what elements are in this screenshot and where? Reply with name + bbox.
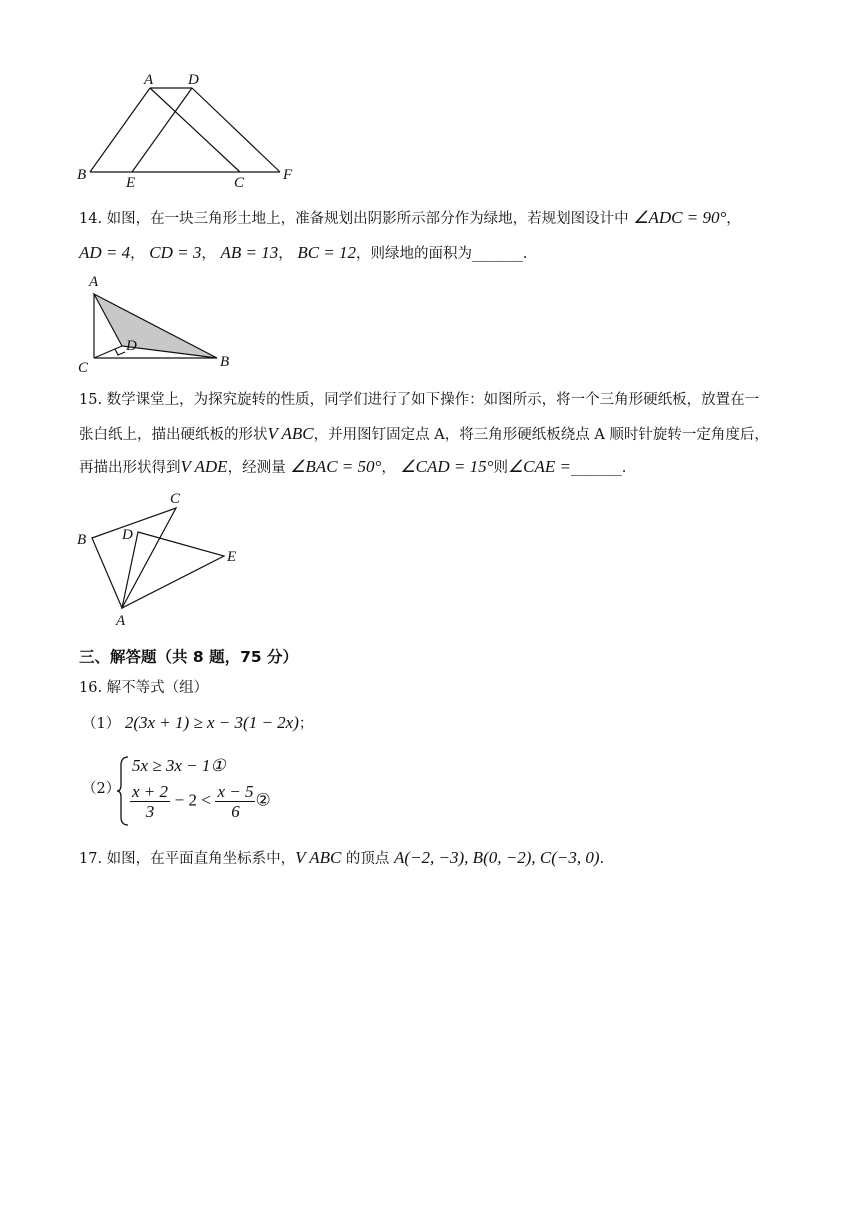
label-a: A: [144, 72, 154, 88]
q16-part2-label: （2）: [82, 781, 121, 797]
figure-rotation: [72, 488, 252, 628]
figure-parallelograms: [70, 66, 310, 192]
q14-cd: CD = 3: [149, 243, 202, 262]
label-b: B: [77, 532, 87, 548]
label-d: D: [122, 527, 133, 543]
q16-part2-row1: [132, 756, 226, 777]
q15-line3: 再描出形状得到V ADE，经测量 ∠BAC = 50°， ∠CAD = 15°则∠CAE =_______.: [79, 457, 627, 476]
q15-blank: _______.: [571, 460, 627, 476]
q14-ad: AD = 4: [79, 243, 131, 262]
fraction-1-denominator: 3: [145, 802, 155, 821]
q15-angle-bac: ∠BAC = 50°: [290, 457, 382, 476]
q17-points: A(−2, −3), B(0, −2), C(−3, 0): [394, 848, 600, 867]
q14-line1: [79, 208, 741, 229]
label-a: A: [89, 274, 99, 290]
segment-ac: [150, 88, 240, 172]
right-angle-mark: [115, 349, 125, 355]
fraction-2: [215, 782, 255, 821]
q15-angle-cae: ∠CAE =: [507, 457, 572, 476]
segment-df: [192, 88, 280, 172]
triangle-ade: [122, 532, 224, 608]
q16-part2-middle: − 2 <: [174, 790, 211, 810]
fraction-1-numerator: x + 2: [132, 782, 169, 801]
label-e: E: [227, 549, 237, 565]
q14-end: ，则绿地的面积为_______.: [356, 246, 528, 262]
q16-part1-inequality: 2(3x + 1) ≥ x − 3(1 − 2x): [124, 713, 299, 732]
q16-part2-row2: [130, 782, 271, 821]
q14-angle-adc: ∠ADC = 90°: [633, 208, 727, 227]
label-c: C: [234, 175, 245, 191]
q15-text-2b: ，并用图钉固定点 A，将三角形硬纸板绕点 A 顺时针旋转一定角度后，: [313, 427, 769, 443]
fraction-2-numerator: x − 5: [217, 782, 254, 801]
label-d: D: [126, 338, 137, 354]
q16-part1-end: ；: [298, 716, 314, 732]
q16-part2-inequality-1: 5x ≥ 3x − 1①: [132, 756, 226, 775]
q15-text-3c: 则: [493, 460, 508, 476]
q14-comma-4: ，: [278, 246, 293, 262]
label-b: B: [77, 167, 87, 183]
triangle-abc: [92, 508, 176, 608]
q15-text-2a: 张白纸上，描出硬纸板的形状: [79, 427, 268, 443]
q14-comma-3: ，: [201, 246, 216, 262]
system-brace: [116, 755, 130, 827]
q16-part1-label: （1）: [82, 716, 121, 732]
section-title: 三、解答题（共 8 题，75 分）: [79, 648, 299, 666]
label-c: C: [78, 360, 89, 376]
label-e: E: [126, 175, 136, 191]
label-f: F: [283, 167, 293, 183]
q16-part1: [82, 713, 313, 734]
shaded-area: [94, 294, 217, 358]
q15-text-3a: 再描出形状得到: [79, 460, 181, 476]
q17-text-2: 的顶点: [341, 851, 395, 867]
q17-line: [79, 848, 604, 869]
figure-triangle-land: [74, 270, 244, 380]
q16-part2-mark: ②: [255, 790, 271, 810]
label-c: C: [170, 491, 181, 507]
q15-line1: [79, 390, 759, 410]
q14-comma-2: ，: [130, 246, 145, 262]
fraction-2-denominator: 6: [231, 802, 240, 821]
q15-angle-cad: ∠CAD = 15°: [400, 457, 494, 476]
q14-text: 14. 如图，在一块三角形土地上，准备规划出阴影所示部分作为绿地，若规划图设计中: [79, 211, 629, 227]
q17-text: 17. 如图，在平面直角坐标系中，: [79, 851, 296, 867]
segment-cd: [94, 346, 122, 358]
q14-line2: [79, 243, 527, 264]
q15-text-1: 15. 数学课堂上，为探究旋转的性质，同学们进行了如下操作：如图所示，将一个三角形硬纸板，放置在一: [79, 392, 760, 408]
q17-end: .: [599, 851, 605, 867]
q17-triangle: V ABC: [295, 848, 342, 867]
q15-text-3b: ，经测量: [227, 460, 286, 476]
label-b: B: [220, 354, 230, 370]
q14-bc: BC = 12: [297, 243, 357, 262]
q14-ab: AB = 13: [220, 243, 279, 262]
q15-triangle-ade: V ADE: [180, 457, 228, 476]
label-d: D: [188, 72, 199, 88]
q16-title: 16. 解不等式（组）: [79, 680, 209, 696]
q15-line2: [79, 424, 769, 445]
fraction-1: [130, 782, 170, 821]
q14-comma: ，: [726, 211, 741, 227]
label-a: A: [116, 613, 126, 628]
q15-triangle-abc: V ABC: [267, 424, 314, 443]
